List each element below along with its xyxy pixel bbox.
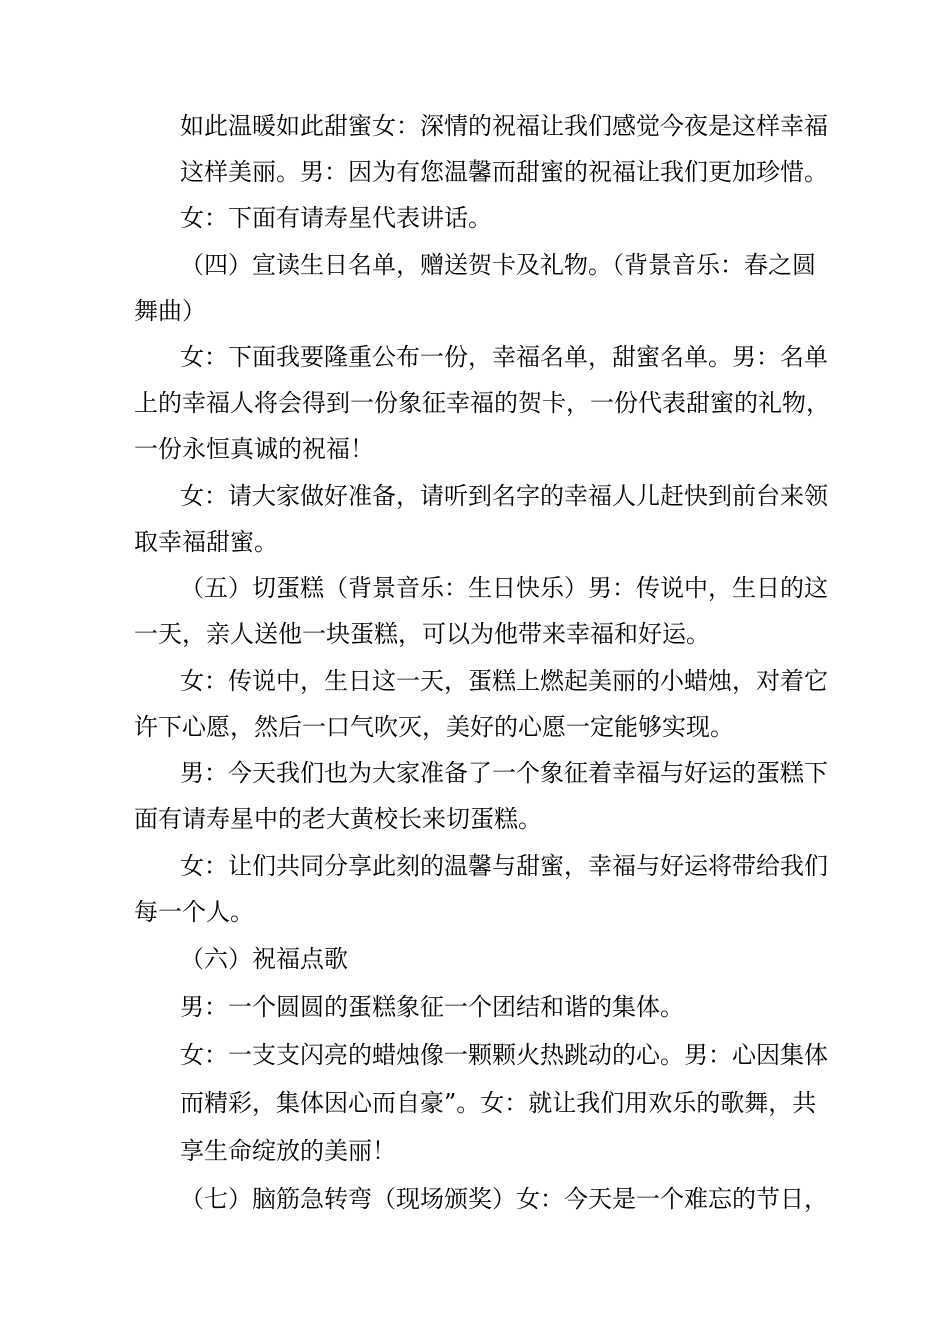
- text-line: （六）祝福点歌: [180, 945, 348, 973]
- text-line: 上的幸福人将会得到一份象征幸福的贺卡，一份代表甜蜜的礼物，: [134, 389, 830, 417]
- text-line: 女：传说中，生日这一天，蛋糕上燃起美丽的小蜡烛，对着它: [180, 667, 828, 695]
- text-line: 舞曲）: [134, 297, 206, 325]
- text-line: 女：下面有请寿星代表讲话。: [180, 204, 492, 232]
- text-line: 女：请大家做好准备，请听到名字的幸福人儿赶快到前台来领: [180, 482, 828, 510]
- text-line: 取幸福甜蜜。: [134, 528, 278, 556]
- text-line: （五）切蛋糕（背景音乐：生日快乐）男：传说中，生日的这: [180, 574, 828, 602]
- text-line: 一份永恒真诚的祝福！: [134, 435, 374, 463]
- text-line: 男：今天我们也为大家准备了一个象征着幸福与好运的蛋糕下: [180, 759, 828, 787]
- text-line: 许下心愿，然后一口气吹灭，美好的心愿一定能够实现。: [134, 713, 734, 741]
- text-line: （四）宣读生日名单，赠送贺卡及礼物。（背景音乐：春之圆: [180, 251, 816, 279]
- text-line: 面有请寿星中的老大黄校长来切蛋糕。: [134, 805, 542, 833]
- text-line: 女：让们共同分享此刻的温馨与甜蜜，幸福与好运将带给我们: [180, 852, 828, 880]
- text-line: 而精彩，集体因心而自豪”。女：就让我们用欢乐的歌舞，共: [180, 1089, 817, 1117]
- text-line: 一天，亲人送他一块蛋糕，可以为他带来幸福和好运。: [134, 620, 710, 648]
- text-line: 这样美丽。男：因为有您温馨而甜蜜的祝福让我们更加珍惜。: [180, 158, 828, 186]
- text-line: 女：一支支闪亮的蜡烛像一颗颗火热跳动的心。男：心因集体: [180, 1041, 828, 1069]
- text-line: （七）脑筋急转弯（现场颁奖）女：今天是一个难忘的节日，: [180, 1185, 828, 1213]
- text-line: 享生命绽放的美丽！: [180, 1137, 396, 1165]
- text-line: 男：一个圆圆的蛋糕象征一个团结和谐的集体。: [180, 993, 684, 1021]
- text-line: 女：下面我要隆重公布一份，幸福名单，甜蜜名单。男：名单: [180, 343, 828, 371]
- text-line: 每一个人。: [134, 898, 254, 926]
- text-line: 如此温暖如此甜蜜女：深情的祝福让我们感觉今夜是这样幸福: [180, 112, 828, 140]
